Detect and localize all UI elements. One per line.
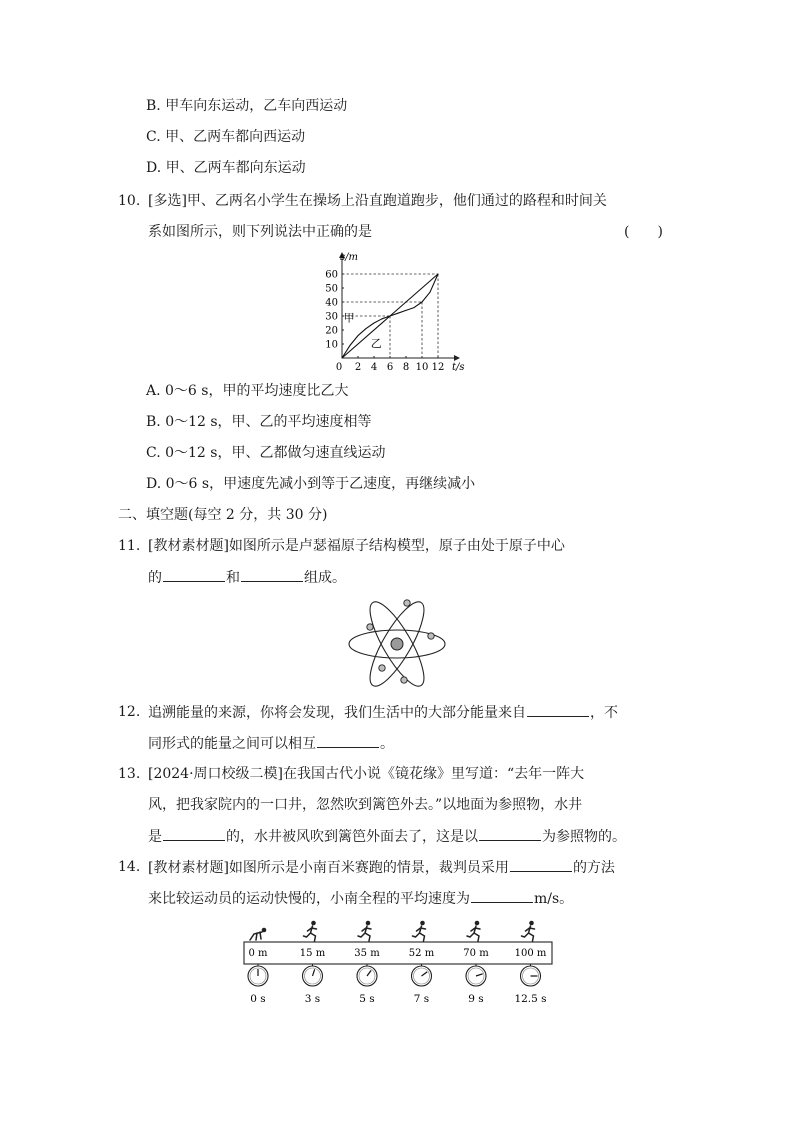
q11-stem-line2: [148, 567, 346, 588]
runner-icon: [467, 921, 480, 941]
y-tick-label: 40: [325, 297, 338, 309]
race-time-label: 7 s: [413, 993, 430, 1005]
race-distance-label: 70 m: [463, 948, 489, 959]
q12-blank-2[interactable]: [317, 733, 379, 748]
q11-number: 11.: [118, 538, 141, 554]
q10-option-d: D. 0～6 s，甲速度先减小到等于乙速度，再继续减小: [146, 476, 476, 492]
q10-option-a: A. 0～6 s，甲的平均速度比乙大: [146, 383, 349, 399]
series-label-jia: 甲: [343, 311, 355, 325]
series-point: [438, 274, 439, 275]
q12-text-c: 同形式的能量之间可以相互: [148, 736, 316, 752]
q10-number: 10.: [118, 193, 141, 209]
race-time-label: 12.5 s: [514, 993, 547, 1005]
q13-stem-line2: 风，把我家院内的一口井，忽然吹到篱笆外去。”以地面为参照物，水井: [148, 797, 583, 813]
q13-blank-2[interactable]: [479, 826, 541, 841]
runner-icon: [358, 921, 371, 941]
q12-blank-1[interactable]: [527, 702, 589, 717]
series-point: [350, 345, 351, 346]
series-point: [342, 358, 343, 359]
q14-blank-2[interactable]: [471, 888, 533, 903]
q14-text-b: 的方法: [572, 860, 615, 876]
y-tick-label: 30: [325, 311, 338, 323]
q13-text-c: 为参照物的。: [542, 829, 626, 845]
electron: [379, 665, 385, 671]
q10-stem-line1: [多选]甲、乙两名小学生在操场上沿直跑道跑步，他们通过的路程和时间关: [148, 193, 607, 209]
atom-model-figure: [344, 598, 450, 690]
series-point: [406, 310, 407, 311]
electron: [401, 677, 407, 683]
x-tick-label: 8: [402, 362, 410, 373]
series-point: [358, 335, 359, 336]
x-tick-label: 12: [431, 362, 445, 373]
series-point: [430, 292, 431, 293]
q10-option-c: C. 0～12 s，甲、乙都做匀速直线运动: [146, 445, 386, 461]
q14-stem-line1: [148, 857, 615, 878]
series-point: [398, 313, 399, 314]
electron: [428, 633, 434, 639]
q13-text-a: 是: [148, 829, 162, 845]
race-track: [244, 942, 552, 964]
race-time-label: 9 s: [468, 993, 484, 1005]
q11-text-c: 组成。: [304, 570, 346, 586]
race-time-label: 0 s: [250, 993, 266, 1005]
q13-number: 13.: [118, 766, 141, 782]
q12-number: 12.: [118, 704, 141, 720]
race-distance-label: 0 m: [248, 948, 268, 959]
q12-text-d: 。: [380, 736, 394, 752]
x-tick-label: 4: [370, 362, 378, 373]
series-point: [414, 307, 415, 308]
y-tick-label: 10: [325, 339, 338, 351]
q12-stem-line1: [148, 702, 618, 723]
series-point: [366, 328, 367, 329]
electron: [367, 624, 373, 630]
q12-stem-line2: [148, 733, 394, 754]
y-tick-label: 20: [325, 325, 338, 337]
y-axis-label: s/m: [340, 252, 358, 263]
q14-number: 14.: [118, 859, 141, 875]
series-point: [374, 323, 375, 324]
race-figure: [236, 918, 560, 1010]
q11-blank-1[interactable]: [163, 567, 225, 582]
st-graph: [318, 246, 478, 374]
x-axis-label: t/s: [452, 362, 465, 373]
series-point: [422, 302, 423, 303]
q14-text-a: [教材素材题]如图所示是小南百米赛跑的情景，裁判员采用: [148, 860, 509, 876]
q12-text-a: 追溯能量的来源，你将会发现，我们生活中的大部分能量来自: [148, 705, 526, 721]
x-tick-label: 10: [415, 362, 429, 373]
q13-blank-1[interactable]: [163, 826, 225, 841]
q11-text-a: 的: [148, 570, 162, 586]
runner-icon: [250, 928, 266, 940]
x-tick-label: 6: [386, 362, 394, 373]
electron: [404, 600, 410, 606]
race-distance-label: 52 m: [408, 948, 435, 959]
q10-option-b: B. 0～12 s，甲、乙的平均速度相等: [146, 414, 372, 430]
q11-stem-line1: [教材素材题]如图所示是卢瑟福原子结构模型，原子由处于原子中心: [148, 538, 565, 554]
q14-stem-line2: [148, 888, 573, 909]
q14-text-d: m/s。: [534, 891, 574, 907]
runner-icon: [522, 921, 535, 941]
q11-blank-2[interactable]: [241, 567, 303, 582]
q13-text-b: 的，水井被风吹到篱笆外面去了，这是以: [226, 829, 478, 845]
race-distance-label: 35 m: [354, 948, 380, 959]
atom-nucleus: [391, 638, 403, 650]
series-point: [382, 318, 383, 319]
q10-answer-parens: ( ): [624, 224, 663, 240]
series-label-yi: 乙: [370, 336, 382, 350]
q13-stem-line1: [2024·周口校级二模]在我国古代小说《镜花缘》里写道：“去年一阵大: [148, 766, 585, 782]
q9-option-b: B. 甲车向东运动，乙车向西运动: [146, 98, 348, 114]
q9-option-d: D. 甲、乙两车都向东运动: [146, 160, 306, 176]
q10-stem-line2: 系如图所示，则下列说法中正确的是: [148, 224, 372, 240]
y-tick-label: 60: [325, 269, 338, 281]
x-tick-label: 0: [335, 362, 343, 373]
q11-text-b: 和: [226, 570, 240, 586]
series-point: [390, 316, 391, 317]
race-time-label: 5 s: [359, 993, 375, 1005]
q14-text-c: 来比较运动员的运动快慢的，小南全程的平均速度为: [148, 891, 470, 907]
q13-stem-line3: [148, 826, 626, 847]
x-tick-label: 2: [354, 362, 362, 373]
race-distance-label: 100 m: [514, 948, 547, 959]
race-time-label: 3 s: [304, 993, 321, 1005]
q9-option-c: C. 甲、乙两车都向西运动: [146, 129, 306, 145]
y-tick-label: 50: [325, 283, 338, 295]
section-heading: 二、填空题(每空 2 分，共 30 分): [118, 507, 328, 523]
runner-icon: [413, 921, 426, 941]
q14-blank-1[interactable]: [510, 857, 572, 872]
q12-text-b: ，不: [590, 705, 618, 721]
x-axis-arrow: [454, 355, 460, 361]
runner-icon: [304, 921, 317, 941]
race-distance-label: 15 m: [299, 948, 326, 959]
